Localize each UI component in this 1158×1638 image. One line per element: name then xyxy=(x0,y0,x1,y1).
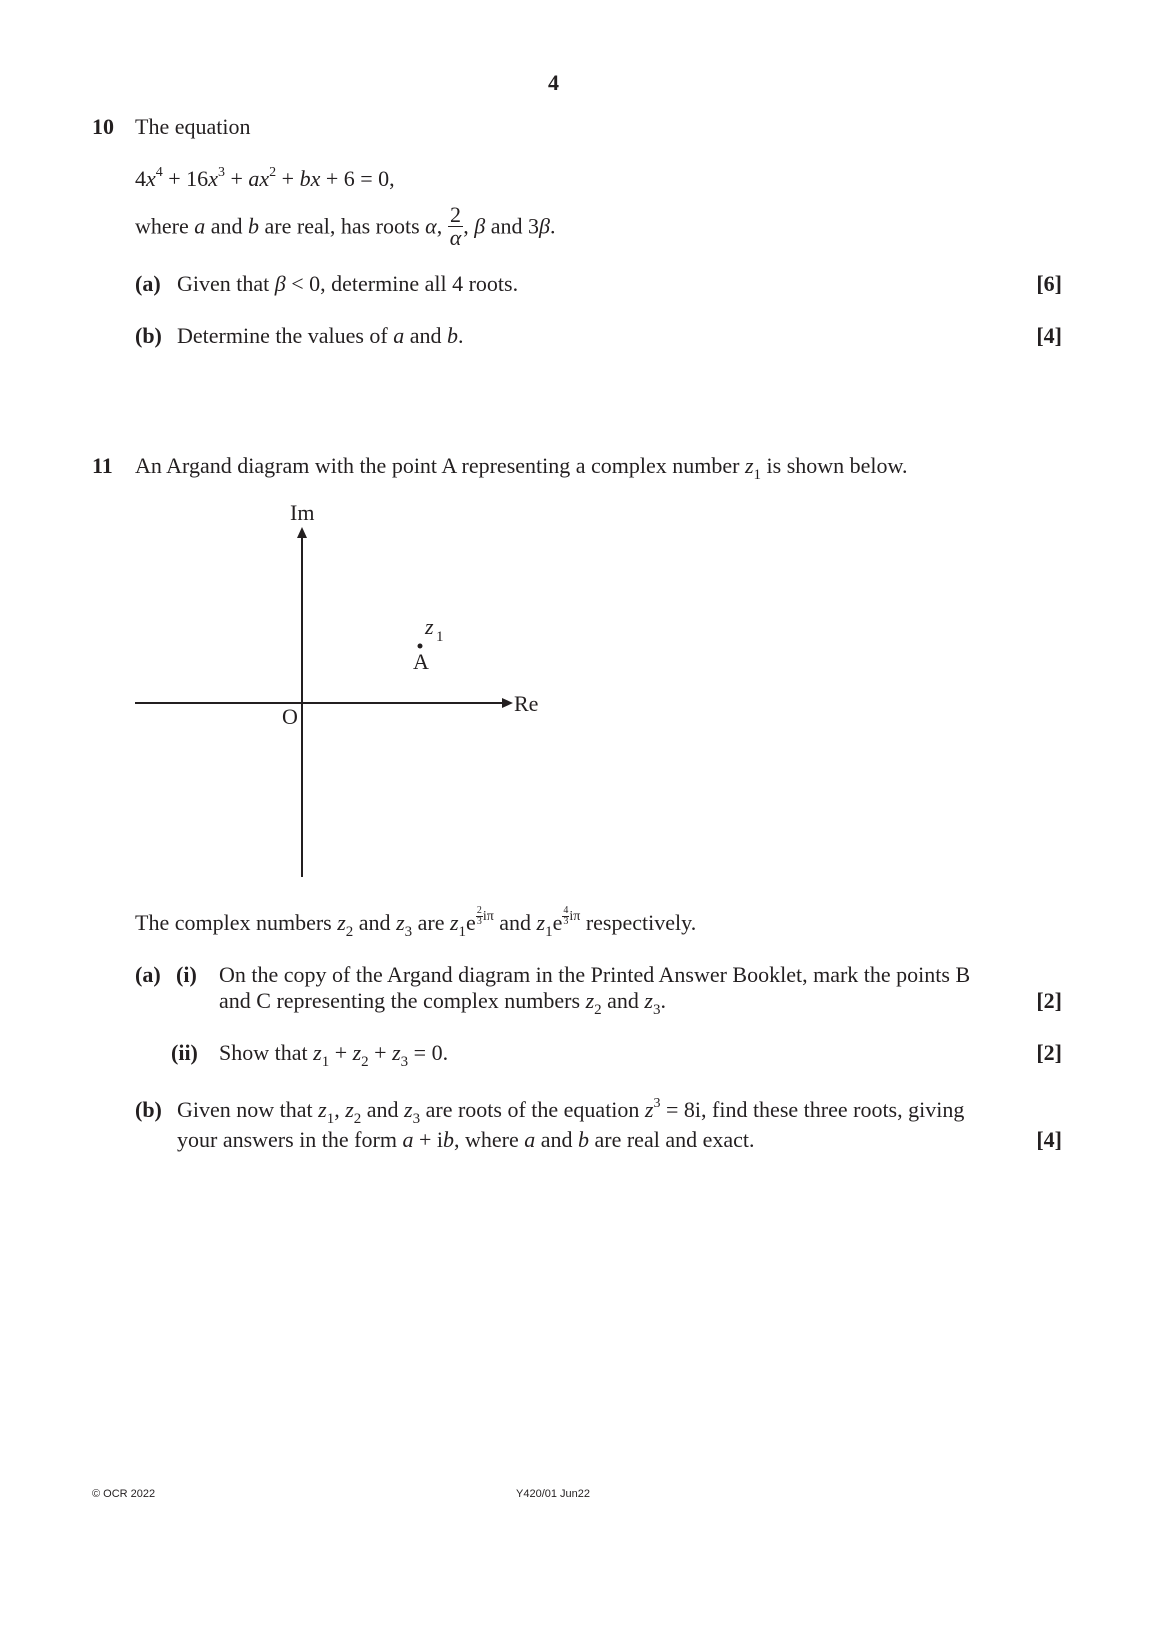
q11aii-marks: [2] xyxy=(1036,1040,1062,1065)
q11b-label: (b) xyxy=(135,1097,162,1122)
point-a xyxy=(418,644,423,649)
q10-number: 10 xyxy=(92,114,114,139)
q11ai-label: (i) xyxy=(176,962,197,987)
origin-label: O xyxy=(282,704,298,729)
two-over-alpha-fraction: $\frac{2}{\alpha}$ xyxy=(449,202,462,250)
q10a-text: Given that β < 0, determine all 4 roots. xyxy=(177,271,519,296)
q11-complex-line: The complex numbers $z_2$ and $z_3$ are $z_1e$ $\frac{2}{3}$ $^{i\pi}$ and $z_1e$ $\frac{4}{3}$ $^{i\pi}$ respectively. xyxy=(135,905,697,940)
re-label: Re xyxy=(514,691,539,716)
q11-number: 11 xyxy=(92,453,113,478)
two-thirds-exponent: $\frac{2}{3}$ xyxy=(476,905,482,927)
q10-equation: $4x^4 + 16x^3 + ax^2$ + bx + 6 = 0, xyxy=(135,165,395,191)
point-z1-subscript: 1 xyxy=(436,629,444,645)
real-axis-arrow xyxy=(502,698,513,708)
q10b-marks: [4] xyxy=(1036,323,1062,348)
page-number: 4 xyxy=(548,70,559,95)
imaginary-axis-arrow xyxy=(297,527,307,538)
q11aii-text: Show that $z_1 + z_2 + z_3 = 0$. xyxy=(219,1040,449,1070)
q11aii-label: (ii) xyxy=(171,1040,198,1065)
footer-paper-code: Y420/01 Jun22 xyxy=(516,1488,591,1500)
q10a-label: (a) xyxy=(135,271,161,296)
q10a-marks: [6] xyxy=(1036,271,1062,296)
footer-copyright: © OCR 2022 xyxy=(92,1488,156,1500)
q11ai-line2: and C representing the complex numbers $z_2$ and $z_3$. xyxy=(219,988,666,1018)
q10b-text: Determine the values of a and b. xyxy=(177,323,464,348)
q11ai-marks: [2] xyxy=(1036,988,1062,1013)
q11-intro: An Argand diagram with the point A representing a complex number $z_1$ is shown below. xyxy=(135,453,908,483)
q11a-label: (a) xyxy=(135,962,161,987)
q10b-label: (b) xyxy=(135,323,162,348)
q11b-line1: Given now that $z_1$, $z_2$ and $z_3$ are roots of the equation $z^3 = 8i$, find these three roots, giving xyxy=(177,1096,965,1127)
q10-roots-line: where a and b are real, has roots α, $\frac{2}{\alpha}$ , β and 3β. xyxy=(135,202,556,250)
q11b-line2: your answers in the form a + ib, where a and b are real and exact. xyxy=(177,1127,755,1152)
point-z1-label: z xyxy=(425,614,434,639)
point-a-label: A xyxy=(413,649,429,674)
q10-intro: The equation xyxy=(135,114,251,139)
im-label: Im xyxy=(290,500,315,525)
q11ai-line1: On the copy of the Argand diagram in the Printed Answer Booklet, mark the points B xyxy=(219,962,971,987)
q11b-marks: [4] xyxy=(1036,1127,1062,1152)
four-thirds-exponent: $\frac{4}{3}$ xyxy=(563,905,569,927)
